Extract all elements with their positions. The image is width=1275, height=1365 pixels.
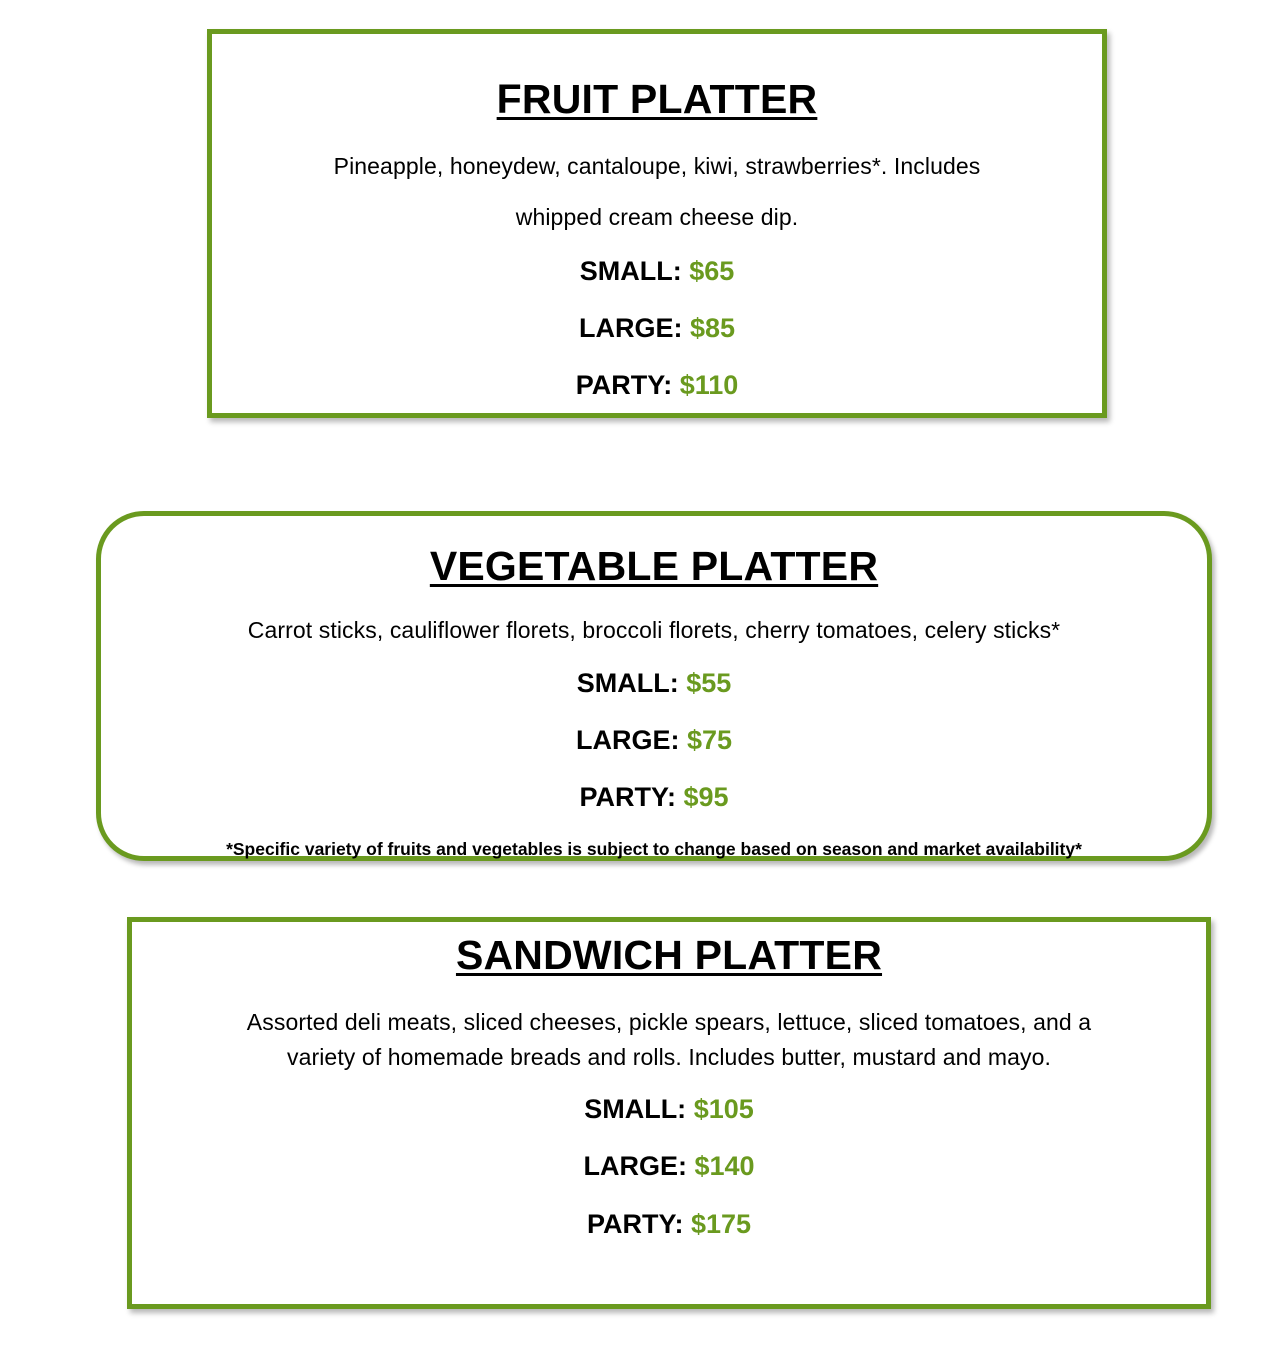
price-value: $175 — [690, 1209, 752, 1239]
price-value: $110 — [679, 370, 739, 400]
price-label: LARGE: — [583, 1151, 687, 1181]
fruit-price-party — [212, 370, 1102, 401]
sandwich-platter-description-line-1: Assorted deli meats, sliced cheeses, pickle spears, lettuce, sliced tomatoes, and a — [246, 1009, 1092, 1035]
price-value: $85 — [689, 313, 736, 343]
vegetable-price-party — [101, 782, 1207, 813]
fruit-price-large — [212, 313, 1102, 344]
availability-note: *Specific variety of fruits and vegetables is subject to change based on season and market availability* — [226, 839, 1082, 859]
price-value: $65 — [689, 256, 735, 286]
price-label: SMALL: — [584, 1094, 687, 1124]
price-label: SMALL: — [576, 668, 679, 698]
vegetable-price-small — [101, 668, 1207, 699]
vegetable-platter-description: Carrot sticks, cauliflower florets, broccoli florets, cherry tomatoes, celery sticks* — [247, 617, 1061, 643]
sandwich-price-large — [132, 1151, 1206, 1182]
fruit-platter-description-line-2: whipped cream cheese dip. — [515, 204, 799, 230]
price-label: PARTY: — [579, 782, 676, 812]
price-value: $140 — [694, 1151, 755, 1181]
sandwich-price-party — [132, 1209, 1206, 1240]
price-value: $95 — [683, 782, 729, 812]
fruit-platter-description-line-1: Pineapple, honeydew, cantaloupe, kiwi, strawberries*. Includes — [333, 153, 981, 179]
price-label: LARGE: — [578, 313, 683, 343]
price-label: PARTY: — [586, 1209, 684, 1239]
fruit-price-small — [212, 256, 1102, 287]
price-value: $105 — [693, 1094, 754, 1124]
vegetable-platter-box — [96, 511, 1212, 861]
fruit-platter-title: FRUIT PLATTER — [496, 76, 818, 122]
vegetable-price-large — [101, 725, 1207, 756]
fruit-platter-box — [207, 29, 1107, 418]
sandwich-platter-description-line-2: variety of homemade breads and rolls. Includes butter, mustard and mayo. — [286, 1044, 1052, 1070]
price-value: $75 — [686, 725, 733, 755]
price-value: $55 — [686, 668, 732, 698]
sandwich-platter-title: SANDWICH PLATTER — [455, 932, 883, 978]
sandwich-price-small — [132, 1094, 1206, 1125]
price-label: SMALL: — [579, 256, 682, 286]
price-label: PARTY: — [575, 370, 673, 400]
price-label: LARGE: — [575, 725, 680, 755]
sandwich-platter-box — [127, 917, 1211, 1309]
vegetable-platter-title: VEGETABLE PLATTER — [429, 543, 879, 589]
